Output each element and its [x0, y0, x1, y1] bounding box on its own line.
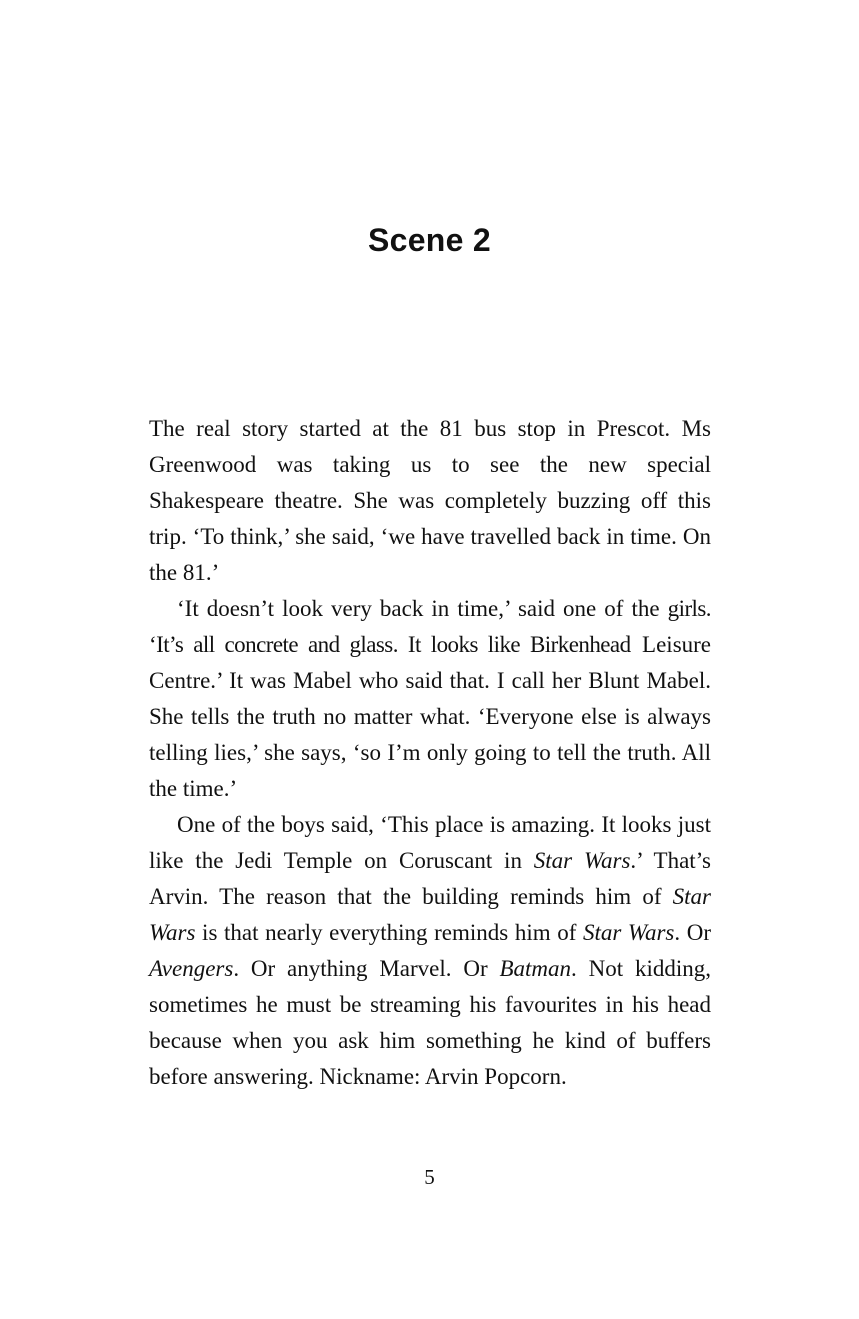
text-segment: girls. ‘It’s all concrete and glass. It looks like Birkenhead	[149, 596, 711, 657]
text-segment: One of the boys said, ‘This place is amazing. It looks just like the Jedi Temple on Coruscant in	[149, 812, 711, 873]
text-segment: . Not kidding, sometimes he must be streaming his favourites in his head because when you ask him something he kind of buffers before answering. Nickname: Arvin Popcorn.	[149, 956, 711, 1089]
scene-title: Scene 2	[367, 222, 492, 258]
text-segment: . Or anything Marvel. Or	[233, 956, 500, 981]
italic-title: Star Wars	[149, 884, 711, 945]
page-number: 5	[424, 1165, 435, 1189]
text-segment: .’ That’s Arvin. The reason that the building reminds him of	[149, 848, 712, 909]
text-segment: is that nearly everything reminds him of	[195, 920, 583, 945]
text-segment: Leisure Centre.’ It was Mabel who said that. I call her Blunt Mabel. She tells the truth no matter what. ‘Everyone else is always telling lies,’ she says, ‘so I’m only going to tell the truth. All the time.’	[149, 632, 712, 801]
italic-title: Batman	[499, 956, 572, 981]
italic-title: Star Wars	[533, 848, 631, 873]
text-segment: The real story started at the 81 bus stop in Prescot. Ms Greenwood was taking us to see the new special Shakespeare theatre. She was completely buzzing off this trip. ‘To think,’ she said, ‘we have travelled back in time. On the 81.’	[149, 416, 711, 585]
paragraph-1	[149, 411, 711, 591]
paragraph-2	[149, 591, 711, 807]
text-segment: ‘It doesn’t look very back in time,’ said one of the	[177, 596, 668, 621]
body-text	[149, 411, 711, 1095]
italic-title: Star Wars	[582, 920, 675, 945]
paragraph-3	[149, 807, 711, 1095]
text-segment: . Or	[674, 920, 711, 945]
italic-title: Avengers	[149, 956, 234, 981]
